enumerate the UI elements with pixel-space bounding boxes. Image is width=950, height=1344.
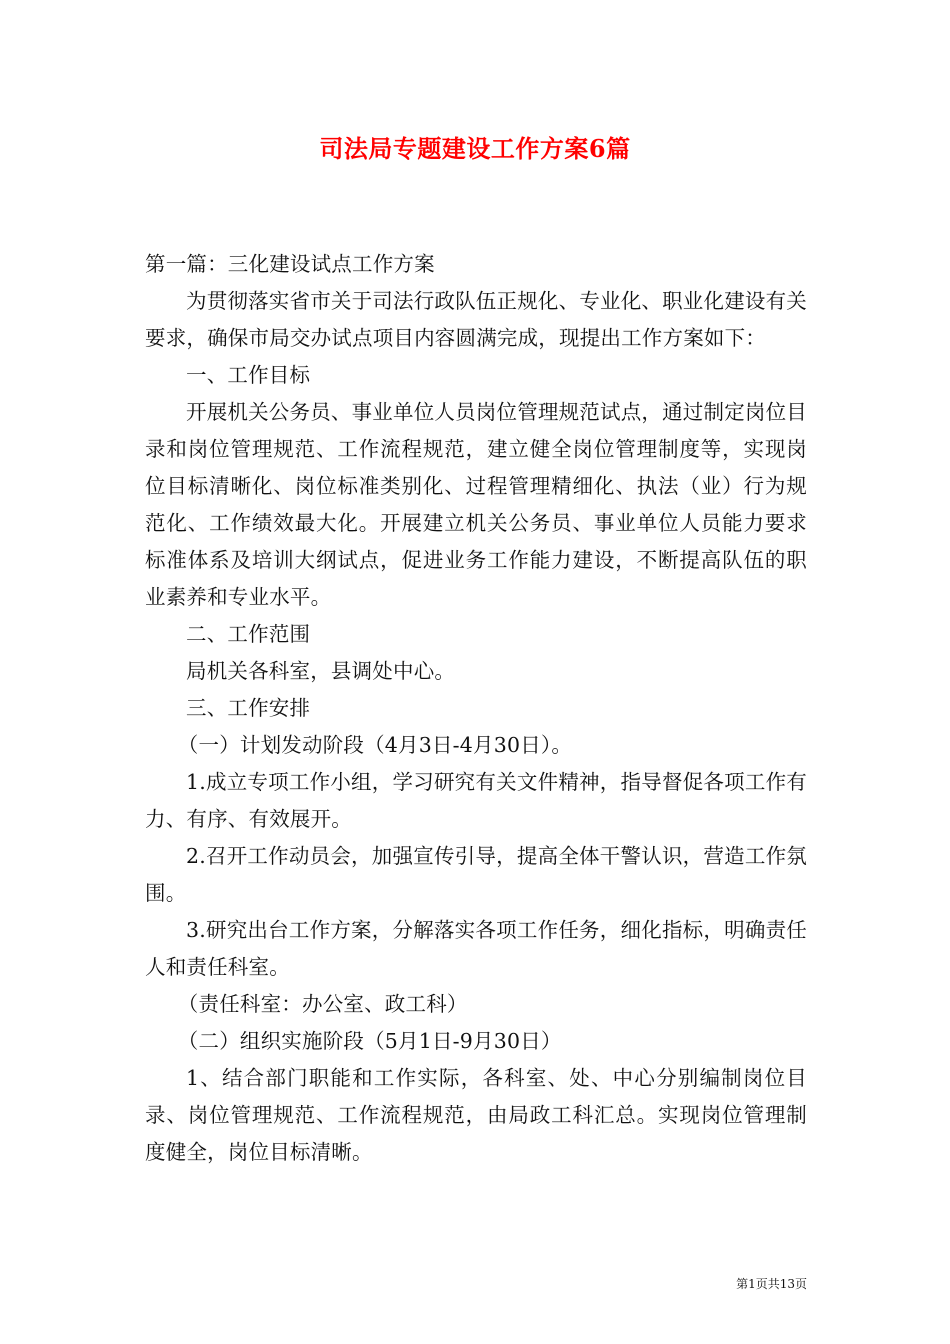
heading-goal: 一、工作目标 — [186, 363, 311, 387]
paragraph: 开展机关公务员、事业单位人员岗位管理规范试点，通过制定岗位目录和岗位管理规范、工作流程规范，建立健全岗位管理制度等，实现岗位目标清晰化、岗位标准类别化、过程管理精细化、执法（业）行为规范化、工作绩效最大化。开展建立机关公务员、事业单位人员能力要求标准体系及培训大纲试点，促进业务工作能力建设，不断提高队伍的职业素养和专业水平。 — [145, 400, 807, 609]
page-number: 第1页共13页 — [736, 1277, 807, 1291]
responsible-note: （责任科室：办公室、政工科） — [177, 992, 468, 1016]
stage-heading: （二）组织实施阶段（5月1日-9月30日） — [177, 1029, 562, 1053]
list-item: 2.召开工作动员会，加强宣传引导，提高全体干警认识，营造工作氛围。 — [145, 844, 807, 905]
heading-arrangement: 三、工作安排 — [186, 696, 311, 720]
paragraph: 局机关各科室，县调处中心。 — [186, 659, 456, 683]
stage-heading: （一）计划发动阶段（4月3日-4月30日）。 — [177, 733, 573, 757]
paragraph: 为贯彻落实省市关于司法行政队伍正规化、专业化、职业化建设有关要求，确保市局交办试点项目内容圆满完成，现提出工作方案如下： — [145, 289, 807, 350]
document-body — [145, 246, 807, 1171]
section-subtitle: 第一篇：三化建设试点工作方案 — [145, 252, 435, 276]
heading-scope: 二、工作范围 — [186, 622, 311, 646]
document-title: 司法局专题建设工作方案6篇 — [319, 134, 631, 163]
list-item: 3.研究出台工作方案，分解落实各项工作任务，细化指标，明确责任人和责任科室。 — [145, 918, 807, 979]
list-item: 1.成立专项工作小组，学习研究有关文件精神，指导督促各项工作有力、有序、有效展开。 — [145, 770, 807, 831]
list-item: 1、结合部门职能和工作实际，各科室、处、中心分别编制岗位目录、岗位管理规范、工作流程规范，由局政工科汇总。实现岗位管理制度健全，岗位目标清晰。 — [145, 1066, 807, 1164]
